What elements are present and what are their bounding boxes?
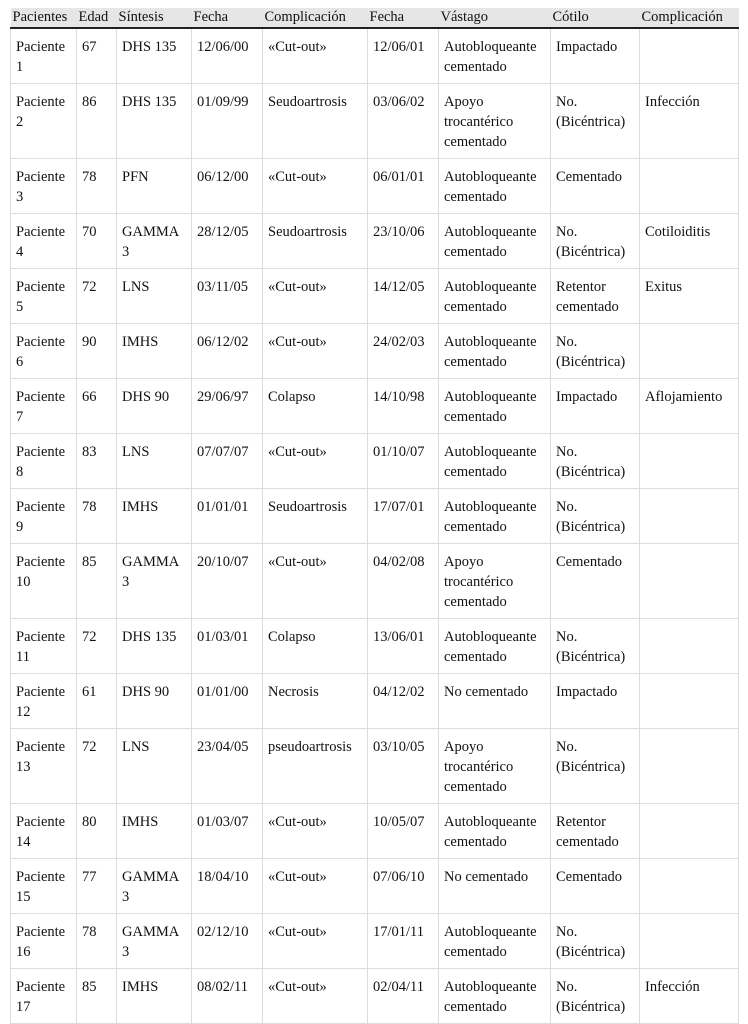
patient-cell: Paciente 17 (11, 969, 77, 1024)
col-header-complicacion-2: Complicación (640, 8, 739, 28)
table-row (11, 28, 739, 84)
synthesis-cell: DHS 90 (117, 674, 192, 729)
stem-cell: Autobloqueante cementado (439, 619, 551, 674)
stem-cell: Autobloqueante cementado (439, 214, 551, 269)
cup-cell: No. (Bicéntrica) (551, 619, 640, 674)
cup-cell: No. (Bicéntrica) (551, 729, 640, 804)
date-cell: 12/06/00 (192, 28, 263, 84)
age-cell: 67 (77, 28, 117, 84)
synthesis-cell: DHS 135 (117, 619, 192, 674)
complication-cell: «Cut-out» (263, 324, 368, 379)
complication-2-cell (640, 28, 739, 84)
age-cell: 72 (77, 269, 117, 324)
cup-cell: Impactado (551, 28, 640, 84)
complication-2-cell (640, 434, 739, 489)
complication-cell: «Cut-out» (263, 914, 368, 969)
stem-cell: Autobloqueante cementado (439, 28, 551, 84)
stem-cell: Autobloqueante cementado (439, 269, 551, 324)
cup-cell: No. (Bicéntrica) (551, 434, 640, 489)
table-row (11, 804, 739, 859)
complication-cell: «Cut-out» (263, 159, 368, 214)
stem-cell: Apoyo trocantérico cementado (439, 84, 551, 159)
cup-cell: No. (Bicéntrica) (551, 914, 640, 969)
date-2-cell: 10/05/07 (368, 804, 439, 859)
date-2-cell: 07/06/10 (368, 859, 439, 914)
table-body (11, 28, 739, 1024)
synthesis-cell: GAMMA 3 (117, 214, 192, 269)
age-cell: 77 (77, 859, 117, 914)
synthesis-cell: IMHS (117, 804, 192, 859)
col-header-cotilo: Cótilo (551, 8, 640, 28)
complication-2-cell: Aflojamiento (640, 379, 739, 434)
complication-2-cell: Infección (640, 84, 739, 159)
age-cell: 83 (77, 434, 117, 489)
date-2-cell: 06/01/01 (368, 159, 439, 214)
age-cell: 90 (77, 324, 117, 379)
cup-cell: Cementado (551, 859, 640, 914)
cup-cell: Impactado (551, 674, 640, 729)
age-cell: 70 (77, 214, 117, 269)
patient-cell: Paciente 3 (11, 159, 77, 214)
table-row (11, 674, 739, 729)
cup-cell: Retentor cementado (551, 804, 640, 859)
table-row (11, 729, 739, 804)
date-cell: 18/04/10 (192, 859, 263, 914)
cup-cell: No. (Bicéntrica) (551, 489, 640, 544)
complication-2-cell (640, 914, 739, 969)
cup-cell: Cementado (551, 544, 640, 619)
age-cell: 85 (77, 544, 117, 619)
header-row (11, 8, 739, 28)
stem-cell: Autobloqueante cementado (439, 804, 551, 859)
date-2-cell: 13/06/01 (368, 619, 439, 674)
patient-cell: Paciente 16 (11, 914, 77, 969)
stem-cell: Autobloqueante cementado (439, 914, 551, 969)
synthesis-cell: DHS 90 (117, 379, 192, 434)
patient-cell: Paciente 10 (11, 544, 77, 619)
date-cell: 23/04/05 (192, 729, 263, 804)
synthesis-cell: GAMMA 3 (117, 859, 192, 914)
patients-table (10, 8, 739, 1024)
age-cell: 78 (77, 489, 117, 544)
patient-cell: Paciente 2 (11, 84, 77, 159)
patient-cell: Paciente 9 (11, 489, 77, 544)
date-2-cell: 04/02/08 (368, 544, 439, 619)
synthesis-cell: GAMMA 3 (117, 544, 192, 619)
date-2-cell: 03/06/02 (368, 84, 439, 159)
stem-cell: No cementado (439, 674, 551, 729)
age-cell: 78 (77, 914, 117, 969)
patient-cell: Paciente 7 (11, 379, 77, 434)
complication-cell: Seudoartrosis (263, 489, 368, 544)
date-2-cell: 02/04/11 (368, 969, 439, 1024)
age-cell: 80 (77, 804, 117, 859)
complication-2-cell: Exitus (640, 269, 739, 324)
date-cell: 01/09/99 (192, 84, 263, 159)
cup-cell: Retentor cementado (551, 269, 640, 324)
table-row (11, 324, 739, 379)
table-row (11, 379, 739, 434)
date-cell: 07/07/07 (192, 434, 263, 489)
patient-cell: Paciente 13 (11, 729, 77, 804)
table-row (11, 489, 739, 544)
complication-cell: Colapso (263, 379, 368, 434)
date-cell: 01/01/00 (192, 674, 263, 729)
date-2-cell: 17/01/11 (368, 914, 439, 969)
patient-cell: Paciente 4 (11, 214, 77, 269)
date-2-cell: 17/07/01 (368, 489, 439, 544)
col-header-pacientes: Pacientes (11, 8, 77, 28)
complication-cell: «Cut-out» (263, 544, 368, 619)
table-row (11, 544, 739, 619)
complication-2-cell (640, 489, 739, 544)
col-header-fecha-2: Fecha (368, 8, 439, 28)
age-cell: 72 (77, 729, 117, 804)
date-2-cell: 23/10/06 (368, 214, 439, 269)
cup-cell: No. (Bicéntrica) (551, 214, 640, 269)
stem-cell: Autobloqueante cementado (439, 434, 551, 489)
stem-cell: No cementado (439, 859, 551, 914)
date-2-cell: 14/12/05 (368, 269, 439, 324)
synthesis-cell: IMHS (117, 969, 192, 1024)
synthesis-cell: LNS (117, 434, 192, 489)
col-header-fecha: Fecha (192, 8, 263, 28)
stem-cell: Autobloqueante cementado (439, 969, 551, 1024)
synthesis-cell: DHS 135 (117, 84, 192, 159)
complication-cell: Seudoartrosis (263, 84, 368, 159)
table-row (11, 969, 739, 1024)
complication-2-cell (640, 859, 739, 914)
date-cell: 06/12/00 (192, 159, 263, 214)
stem-cell: Apoyo trocantérico cementado (439, 544, 551, 619)
patient-cell: Paciente 1 (11, 28, 77, 84)
date-2-cell: 12/06/01 (368, 28, 439, 84)
date-2-cell: 14/10/98 (368, 379, 439, 434)
synthesis-cell: LNS (117, 729, 192, 804)
complication-cell: Seudoartrosis (263, 214, 368, 269)
patient-cell: Paciente 5 (11, 269, 77, 324)
cup-cell: No. (Bicéntrica) (551, 969, 640, 1024)
age-cell: 85 (77, 969, 117, 1024)
patient-cell: Paciente 11 (11, 619, 77, 674)
cup-cell: Cementado (551, 159, 640, 214)
complication-cell: Necrosis (263, 674, 368, 729)
table-row (11, 84, 739, 159)
stem-cell: Autobloqueante cementado (439, 379, 551, 434)
stem-cell: Autobloqueante cementado (439, 159, 551, 214)
complication-2-cell: Cotiloiditis (640, 214, 739, 269)
complication-2-cell (640, 674, 739, 729)
complication-cell: pseudoartrosis (263, 729, 368, 804)
stem-cell: Apoyo trocantérico cementado (439, 729, 551, 804)
cup-cell: Impactado (551, 379, 640, 434)
date-cell: 29/06/97 (192, 379, 263, 434)
date-2-cell: 04/12/02 (368, 674, 439, 729)
synthesis-cell: PFN (117, 159, 192, 214)
patient-cell: Paciente 6 (11, 324, 77, 379)
stem-cell: Autobloqueante cementado (439, 489, 551, 544)
complication-cell: «Cut-out» (263, 804, 368, 859)
patient-cell: Paciente 14 (11, 804, 77, 859)
date-cell: 01/03/07 (192, 804, 263, 859)
table-row (11, 914, 739, 969)
complication-cell: Colapso (263, 619, 368, 674)
date-cell: 08/02/11 (192, 969, 263, 1024)
table-row (11, 269, 739, 324)
complication-cell: «Cut-out» (263, 859, 368, 914)
date-cell: 06/12/02 (192, 324, 263, 379)
date-cell: 02/12/10 (192, 914, 263, 969)
date-cell: 01/01/01 (192, 489, 263, 544)
col-header-complicacion: Complicación (263, 8, 368, 28)
complication-cell: «Cut-out» (263, 269, 368, 324)
age-cell: 78 (77, 159, 117, 214)
date-2-cell: 01/10/07 (368, 434, 439, 489)
age-cell: 61 (77, 674, 117, 729)
date-cell: 03/11/05 (192, 269, 263, 324)
table-row (11, 214, 739, 269)
date-2-cell: 24/02/03 (368, 324, 439, 379)
stem-cell: Autobloqueante cementado (439, 324, 551, 379)
cup-cell: No. (Bicéntrica) (551, 324, 640, 379)
complication-2-cell (640, 324, 739, 379)
complication-2-cell (640, 619, 739, 674)
table-row (11, 859, 739, 914)
complication-2-cell (640, 804, 739, 859)
patient-cell: Paciente 12 (11, 674, 77, 729)
synthesis-cell: IMHS (117, 324, 192, 379)
complication-cell: «Cut-out» (263, 434, 368, 489)
complication-2-cell (640, 159, 739, 214)
complication-2-cell: Infección (640, 969, 739, 1024)
complication-cell: «Cut-out» (263, 969, 368, 1024)
col-header-vastago: Vástago (439, 8, 551, 28)
date-cell: 28/12/05 (192, 214, 263, 269)
complication-2-cell (640, 729, 739, 804)
table-row (11, 434, 739, 489)
complication-2-cell (640, 544, 739, 619)
synthesis-cell: DHS 135 (117, 28, 192, 84)
synthesis-cell: GAMMA 3 (117, 914, 192, 969)
table-row (11, 159, 739, 214)
date-cell: 01/03/01 (192, 619, 263, 674)
patient-cell: Paciente 8 (11, 434, 77, 489)
col-header-edad: Edad (77, 8, 117, 28)
date-cell: 20/10/07 (192, 544, 263, 619)
age-cell: 72 (77, 619, 117, 674)
cup-cell: No. (Bicéntrica) (551, 84, 640, 159)
patient-cell: Paciente 15 (11, 859, 77, 914)
table-row (11, 619, 739, 674)
age-cell: 66 (77, 379, 117, 434)
col-header-sintesis: Síntesis (117, 8, 192, 28)
age-cell: 86 (77, 84, 117, 159)
date-2-cell: 03/10/05 (368, 729, 439, 804)
synthesis-cell: LNS (117, 269, 192, 324)
synthesis-cell: IMHS (117, 489, 192, 544)
complication-cell: «Cut-out» (263, 28, 368, 84)
